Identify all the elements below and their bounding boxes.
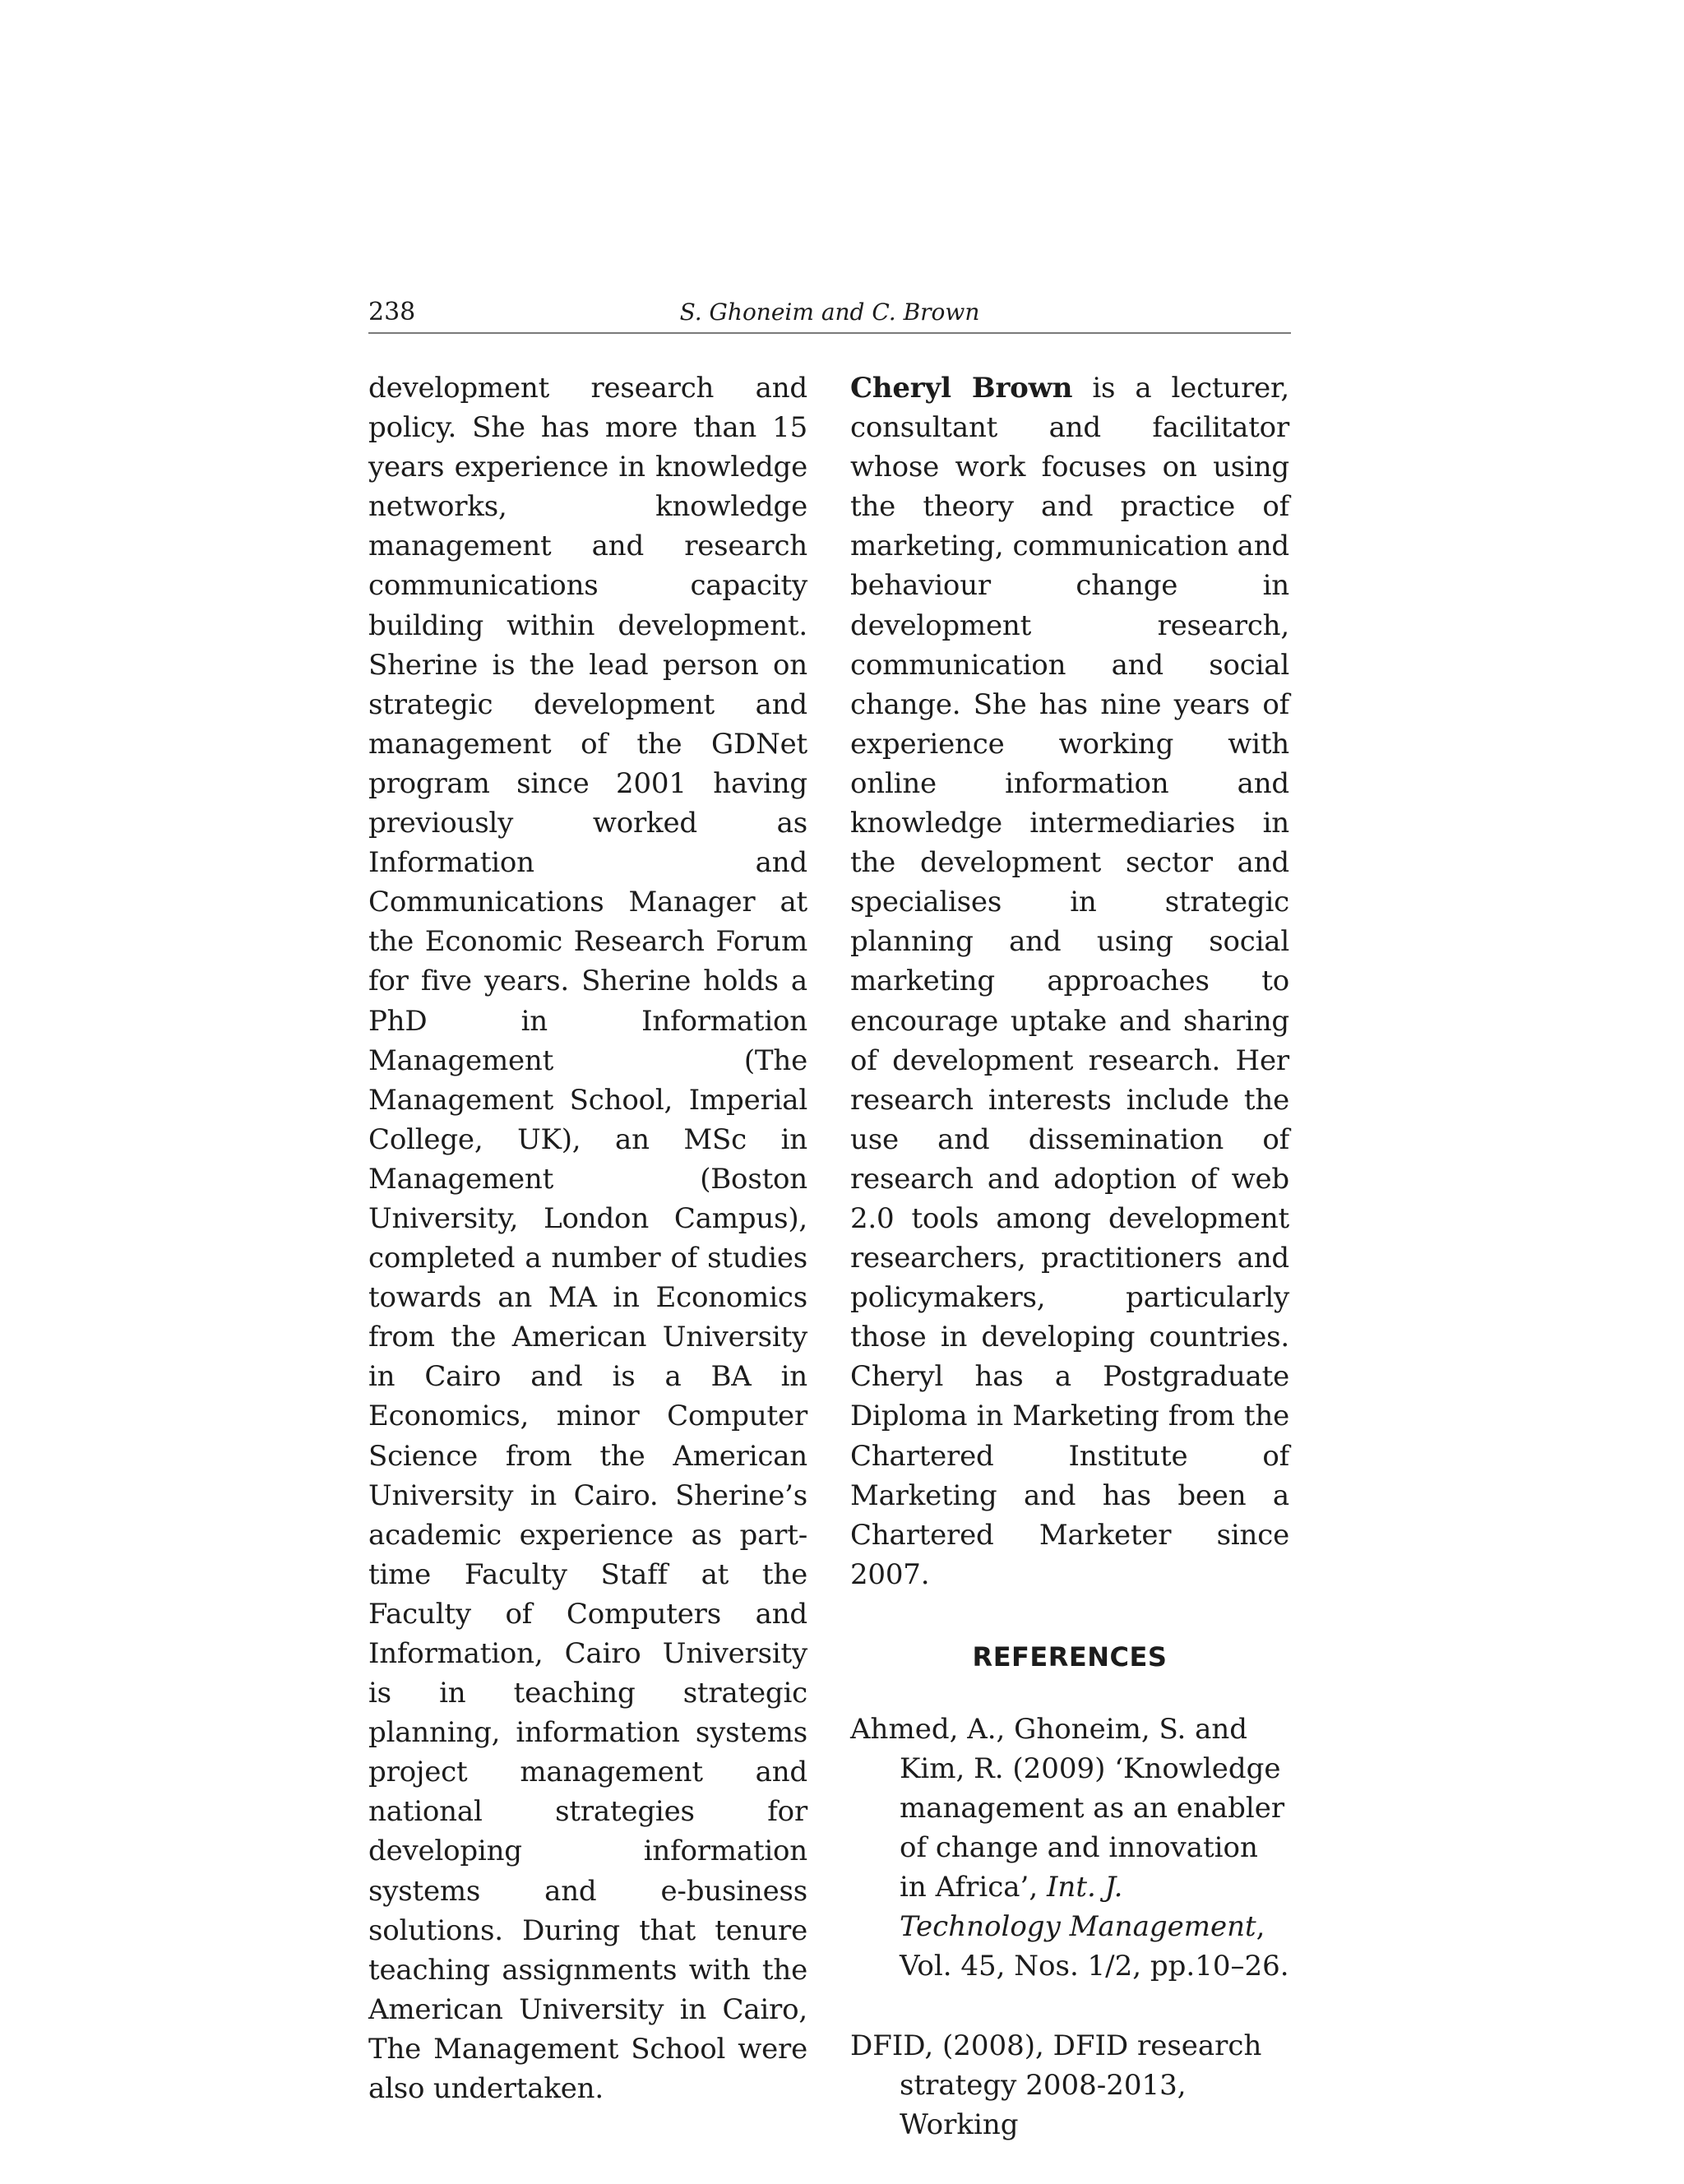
reference-item (850, 2026, 1289, 2145)
references-heading: REFERENCES (972, 1640, 1168, 1673)
reference-details: , Vol. 45, Nos. 1/2, pp.10–26. (900, 1910, 1289, 1983)
left-column (368, 368, 807, 2108)
page-number: 238 (368, 298, 416, 326)
author-name: Cheryl Brown (850, 372, 1073, 405)
reference-text: DFID, (2008), DFID research strategy 2008-2013, Working (850, 2029, 1262, 2141)
running-head: S. Ghoneim and C. Brown (679, 298, 980, 326)
biography-text: is a lecturer, consultant and facilitator whose work focuses on using the theory and practice of marketing, communication and behaviour change in development research, communication and social change. She has nine years of experience working with online information and knowledge intermediaries in the development sector and specialises in strategic planning and using social marketing approaches to encourage uptake and sharing of development research. Her research interests include the use and dissemination of research and adoption of web 2.0 tools among development researchers, practitioners and policymakers, particularly those in developing countries. Cheryl has a Postgraduate Diploma in Marketing from the Chartered Institute of Marketing and has been a Chartered Marketer since 2007. (850, 372, 1289, 1591)
page-header (368, 296, 1291, 334)
biography-cheryl-brown (850, 368, 1289, 1594)
reference-journal: Int. J. Technology Management (900, 1871, 1256, 1944)
reference-text: Ahmed, A., Ghoneim, S. and Kim, R. (2009) ‘Knowledge management as an enabler of change and innovation in Africa’, (850, 1712, 1285, 1904)
biography-sherine-continued: development research and policy. She has more than 15 years experience in knowledge networks, knowledge management and research communications capacity building within development. Sherine is the lead person on strategic development and management of the GDNet program since 2001 having previously worked as Information and Communications Manager at the Economic Research Forum for five years. Sherine holds a PhD in Information Management (The Management School, Imperial College, UK), an MSc in Management (Boston University, London Campus), completed a number of studies towards an MA in Economics from the American University in Cairo and is a BA in Economics, minor Computer Science from the American University in Cairo. Sherine’s academic experience as part-time Faculty Staff at the Faculty of Computers and Information, Cairo University is in teaching strategic planning, information systems project management and national strategies for developing information systems and e-business solutions. During that tenure teaching assignments with the American University in Cairo, The Management School were also undertaken. (368, 372, 807, 2106)
right-column (850, 368, 1289, 2184)
references-list (850, 1710, 1289, 2145)
reference-item (850, 1710, 1289, 1987)
